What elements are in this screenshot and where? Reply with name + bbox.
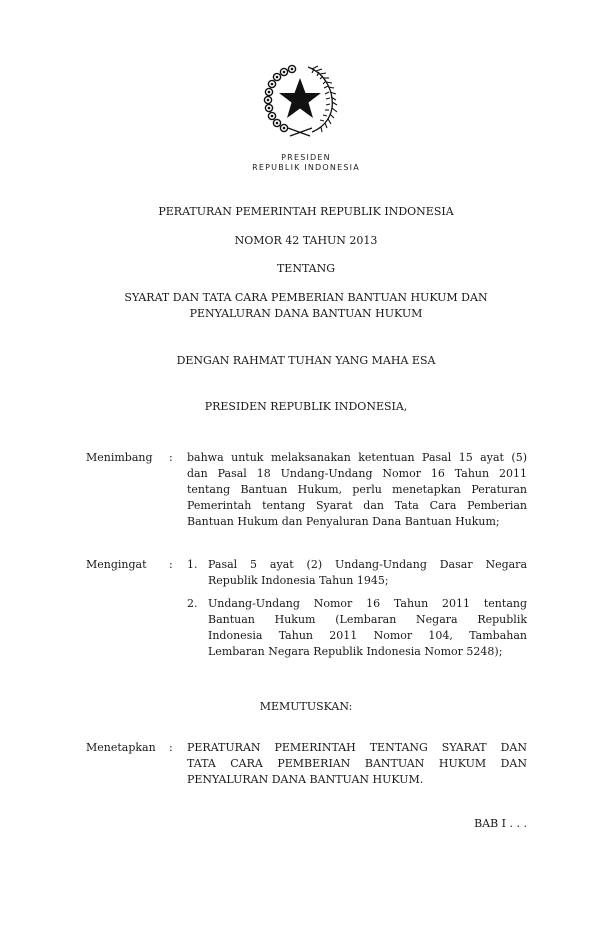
mengingat-item-2 (208, 596, 527, 660)
mengingat-item-2-number: 2. (187, 597, 198, 610)
seal-title-republik: REPUBLIK INDONESIA (252, 163, 360, 172)
menetapkan-text (187, 740, 527, 788)
presidential-emblem-icon (262, 62, 338, 138)
menetapkan-label: Menetapkan (86, 741, 156, 754)
regulation-subject-line1: SYARAT DAN TATA CARA PEMBERIAN BANTUAN HUKUM DAN (124, 291, 488, 304)
mengingat-item-1-number: 1. (187, 558, 198, 571)
mengingat-item-line: Undang-Undang Nomor 16 Tahun 2011 tentang (208, 597, 527, 610)
regulation-tentang: TENTANG (276, 262, 336, 275)
mengingat-item-line: Pasal 5 ayat (2) Undang-Undang Dasar Negara (208, 558, 527, 571)
menimbang-line: tentang Bantuan Hukum, perlu menetapkan Peraturan (187, 483, 527, 496)
regulation-number: NOMOR 42 TAHUN 2013 (234, 234, 378, 247)
menetapkan-line: PENYALURAN DANA BANTUAN HUKUM. (187, 773, 424, 786)
menimbang-text (187, 450, 527, 530)
menimbang-line: Pemerintah tentang Syarat dan Tata Cara Pemberian (187, 499, 527, 512)
menetapkan-colon: : (169, 741, 173, 754)
decision-heading: MEMUTUSKAN: (259, 700, 353, 713)
seal-title-presiden: PRESIDEN (281, 153, 331, 162)
regulation-title: PERATURAN PEMERINTAH REPUBLIK INDONESIA (158, 205, 454, 218)
regulation-subject-line2: PENYALURAN DANA BANTUAN HUKUM (189, 307, 423, 320)
invocation: DENGAN RAHMAT TUHAN YANG MAHA ESA (176, 354, 436, 367)
mengingat-item-1 (208, 557, 527, 589)
mengingat-label: Mengingat (86, 558, 147, 571)
menimbang-line: Bantuan Hukum dan Penyaluran Dana Bantuan Hukum; (187, 515, 500, 528)
mengingat-item-line: Lembaran Negara Republik Indonesia Nomor 5248); (208, 645, 503, 658)
menetapkan-line: PERATURAN PEMERINTAH TENTANG SYARAT DAN (187, 741, 527, 754)
mengingat-item-line: Republik Indonesia Tahun 1945; (208, 574, 389, 587)
mengingat-item-line: Indonesia Tahun 2011 Nomor 104, Tambahan (208, 629, 527, 642)
menimbang-colon: : (169, 451, 173, 464)
menimbang-line: dan Pasal 18 Undang-Undang Nomor 16 Tahun 2011 (187, 467, 527, 480)
menetapkan-line: TATA CARA PEMBERIAN BANTUAN HUKUM DAN (187, 757, 527, 770)
page-continuation: BAB I . . . (474, 817, 527, 830)
mengingat-colon: : (169, 558, 173, 571)
menimbang-line: bahwa untuk melaksanakan ketentuan Pasal 15 ayat (5) (187, 451, 527, 464)
menimbang-label: Menimbang (86, 451, 153, 464)
mengingat-item-line: Bantuan Hukum (Lembaran Negara Republik (208, 613, 527, 626)
authority-line: PRESIDEN REPUBLIK INDONESIA, (204, 400, 408, 413)
